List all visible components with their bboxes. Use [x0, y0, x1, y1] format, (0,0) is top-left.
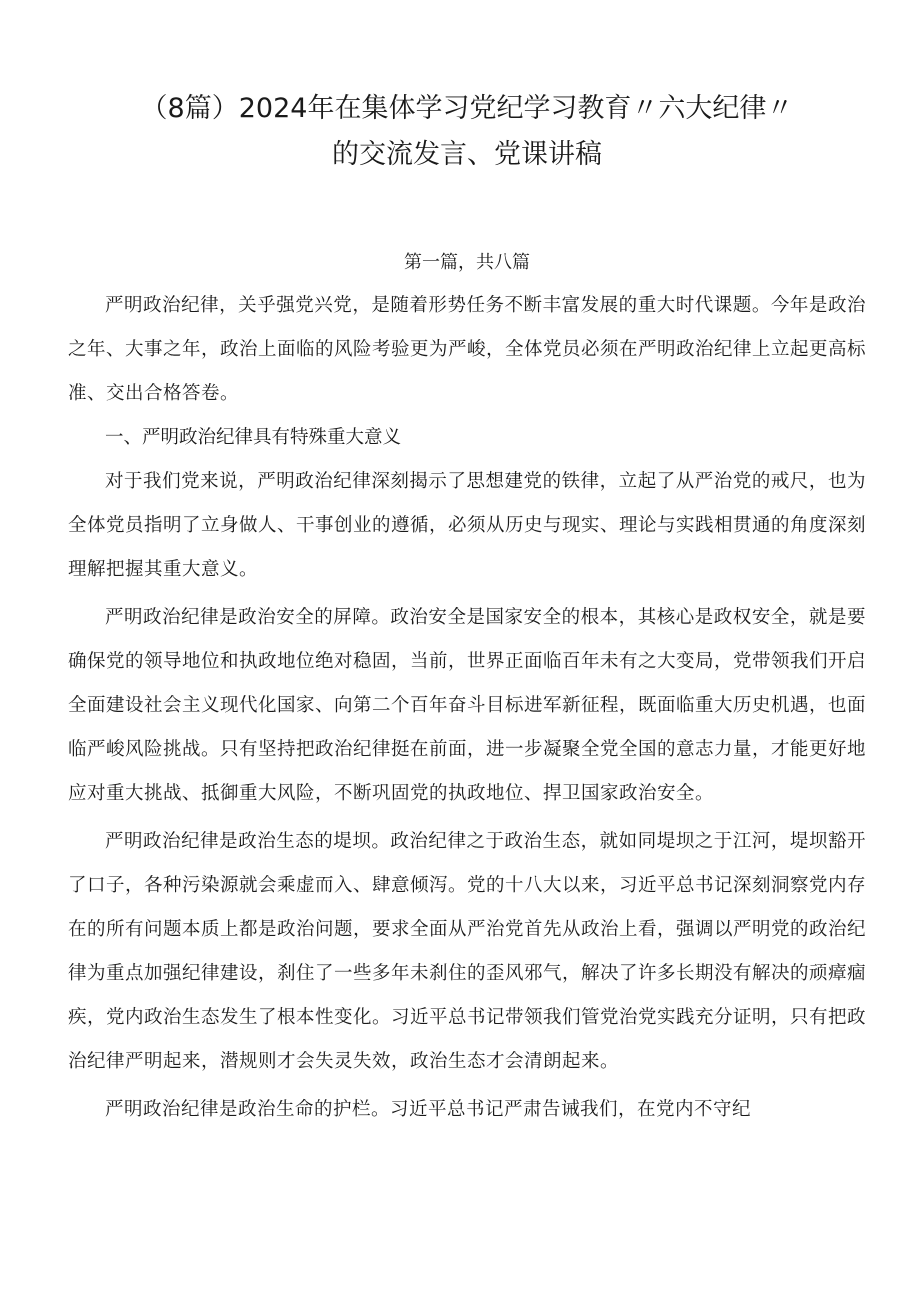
section-label: 第一篇，共八篇 [404, 252, 530, 273]
document-page [68, 0, 866, 1132]
section-heading-1: 一、严明政治纪律具有特殊重大意义 [105, 427, 402, 448]
paragraph-significance: 对于我们党来说，严明政治纪律深刻揭示了思想建党的铁律，立起了从严治党的戒尺，也为全体党员指明了立身做人、干事创业的遵循，必须从历史与现实、理论与实践相贯通的角度深刻理解把握其重大意义。 [68, 471, 867, 580]
document-title [68, 86, 866, 178]
paragraph-political-ecology: 严明政治纪律是政治生态的堤坝。政治纪律之于政治生态，就如同堤坝之于江河，堤坝豁开了口子，各种污染源就会乘虚而入、肆意倾泻。党的十八大以来，习近平总书记深刻洞察党内存在的所有问题本质上都是政治问题，要求全面从严治党首先从政治上看，强调以严明党的政治纪律为重点加强纪律建设，刹住了一些多年未刹住的歪风邪气，解决了许多长期没有解决的顽瘴痼疾，党内政治生态发生了根本性变化。习近平总书记带领我们管党治党实践充分证明，只有把政治纪律严明起来，潜规则才会失灵失效，政治生态才会清朗起来。 [68, 831, 867, 1072]
title-line-2: 的交流发言、党课讲稿 [332, 139, 602, 170]
paragraph-political-security: 严明政治纪律是政治安全的屏障。政治安全是国家安全的根本，其核心是政权安全，就是要确保党的领导地位和执政地位绝对稳固，当前，世界正面临百年未有之大变局，党带领我们开启全面建设社会主义现代化国家、向第二个百年奋斗目标进军新征程，既面临重大历史机遇，也面临严峻风险挑战。只有坚持把政治纪律挺在前面，进一步凝聚全党全国的意志力量，才能更好地应对重大挑战、抵御重大风险，不断巩固党的执政地位、捍卫国家政治安全。 [68, 607, 867, 804]
title-line-1: （8篇）2024年在集体学习党纪学习教育〃六大纪律〃 [140, 93, 794, 124]
paragraph-political-life: 严明政治纪律是政治生命的护栏。习近平总书记严肃告诫我们，在党内不守纪 [105, 1099, 752, 1120]
paragraph-intro: 严明政治纪律，关乎强党兴党，是随着形势任务不断丰富发展的重大时代课题。今年是政治之年、大事之年，政治上面临的风险考验更为严峻，全体党员必须在严明政治纪律上立起更高标准、交出合格答卷。 [68, 295, 867, 404]
